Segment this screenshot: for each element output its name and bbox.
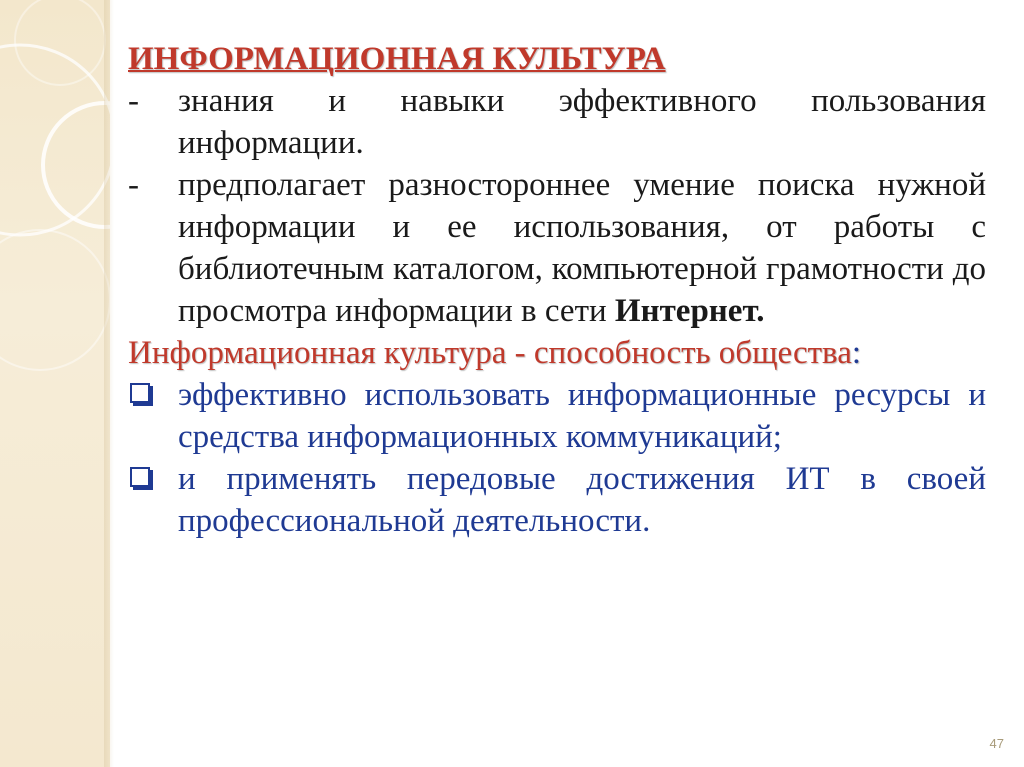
dash-marker: -	[128, 83, 139, 119]
checkbox-list-item	[128, 374, 986, 458]
dash-marker: -	[128, 167, 139, 203]
checkbox-bullet-icon	[128, 374, 178, 458]
page-number: 47	[989, 736, 1004, 751]
definition-colon: :	[851, 335, 862, 371]
decorative-sidebar	[0, 0, 110, 767]
checkbox-item-text: эффективно использовать информационные ресурсы и средства информационных коммуникаций;	[178, 377, 986, 455]
dash-list-item	[128, 164, 986, 332]
checkbox-list-item	[128, 458, 986, 542]
dash-item-bold: Интернет.	[614, 293, 765, 329]
sidebar-divider	[104, 0, 114, 767]
definition-line	[128, 332, 986, 374]
dash-list-item	[128, 80, 986, 164]
checkbox-bullet-icon	[128, 458, 178, 542]
decorative-circles-ornament	[0, 0, 110, 767]
dash-item-text: знания и навыки эффективного пользования информации.	[178, 83, 986, 161]
definition-text: Информационная культура - способность общества	[128, 335, 852, 371]
dash-item-text	[178, 164, 986, 332]
slide-title: ИНФОРМАЦИОННАЯ КУЛЬТУРА	[128, 41, 666, 77]
checkbox-item-text: и применять передовые достижения ИТ в своей профессиональной деятельности.	[178, 461, 986, 539]
dash-item-body: предполагает разностороннее умение поиска нужной информации и ее использования, от работы с библиотечным каталогом, компьютерной грамотности до просмотра информации в сети	[178, 167, 986, 329]
slide-content	[128, 38, 986, 542]
